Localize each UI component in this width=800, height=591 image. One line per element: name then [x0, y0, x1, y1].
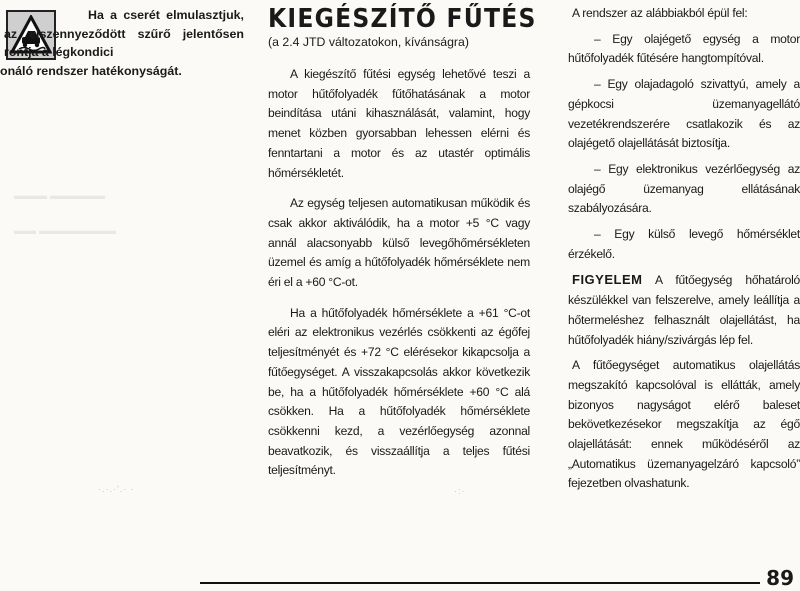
warning-note: [0, 0, 250, 90]
bleed-through-text: ▬▬ ▬▬▬▬▬▬▬: [14, 225, 117, 237]
warning-paragraph: [568, 270, 800, 350]
warning-body: A fűtőegység hőhatároló készülékkel van felszerelve, amely leállítja a hőtermeléshez felhasznált olajellátást, ha hűtőfolyadék hiány/szivárgás lép fel.: [568, 273, 800, 347]
warning-text-tail: onáló rendszer hatékonyságát.: [0, 63, 182, 78]
scan-specks: ·.·.·'.· ·: [98, 484, 135, 494]
warning-text: [0, 6, 244, 80]
main-column: [268, 0, 537, 496]
footer-rule: [200, 582, 760, 584]
warning-text-lead: Ha a cserét elmulasztjuk, az elszennyeződött szűrő jelentősen rontja a légkondici: [4, 8, 244, 59]
paragraph: A kiegészítő fűtési egység lehetővé teszi a motor hűtőfolyadék fűtőhatásának a motor beindítása utáni kihasználását, valamint, hogy menet közben gyorsabban lehessen elérni és fenntartani a motor és az utastér optimális hőmérsékletét.: [268, 67, 530, 180]
scan-specks: ·:·: [454, 486, 466, 496]
section-title: KIEGÉSZÍTŐ FŰTÉS: [268, 3, 537, 34]
section-subtitle: (a 2.4 JTD változatokon, kívánságra): [268, 35, 469, 49]
paragraph: A fűtőegységet automatikus olajellátás megszakító kapcsolóval is ellátták, amely bizonyos nagyságot elérő baleset bekövetkezésekor megszakítja az égő olajellátását: ennek működéséről az „Automatikus üzemanyagelzáró kapcsoló” fejezetben olvashatunk.: [568, 358, 800, 491]
bleed-through-text: ▬▬▬ ▬▬▬▬▬: [14, 190, 106, 202]
component-item: – Egy olajadagoló szivattyú, amely a gépkocsi üzemanyagellátó vezetékrendszerére csatlakozik és az olajégető olajellátását biztosítja.: [568, 77, 800, 151]
component-item: – Egy külső levegő hőmérséklet érzékelő.: [568, 227, 800, 261]
left-column: [0, 0, 250, 494]
components-intro: A rendszer az alábbiakból épül fel:: [572, 6, 748, 20]
right-column: [568, 0, 800, 494]
paragraph: Az egység teljesen automatikusan működik és csak akkor aktiválódik, ha a motor +5 °C vagy annál alacsonyabb külső levegőhőmérsékleten üzemel és amíg a hűtőfolyadék hőmérséklete nem éri el a +60 °C-ot.: [268, 196, 530, 290]
component-item: – Egy olajégető egység a motor hűtőfolyadék fűtésére hangtompítóval.: [568, 31, 800, 66]
component-item: – Egy elektronikus vezérlőegység az olajégő üzemanyag ellátásának szabályozására.: [568, 161, 800, 216]
warning-keyword: FIGYELEM: [572, 272, 643, 288]
paragraph: Ha a hűtőfolyadék hőmérséklete a +61 °C-ot eléri az elektronikus vezérlés csökkenti az égőfej teljesítményét és +72 °C elérésekor kikapcsolja a fűtőegységet. A visszakapcsolás akkor következik be, ha a hűtőfolyadék hőmérséklete +60 °C alá csökken. Ha a hűtőfolyadék hőmérséklete csökkenni kezd, a vezérlőegység azonnal beavatkozik, és visszaállítja a teljes fűtési teljesítményt.: [268, 305, 530, 478]
page-number: 89: [762, 566, 794, 590]
